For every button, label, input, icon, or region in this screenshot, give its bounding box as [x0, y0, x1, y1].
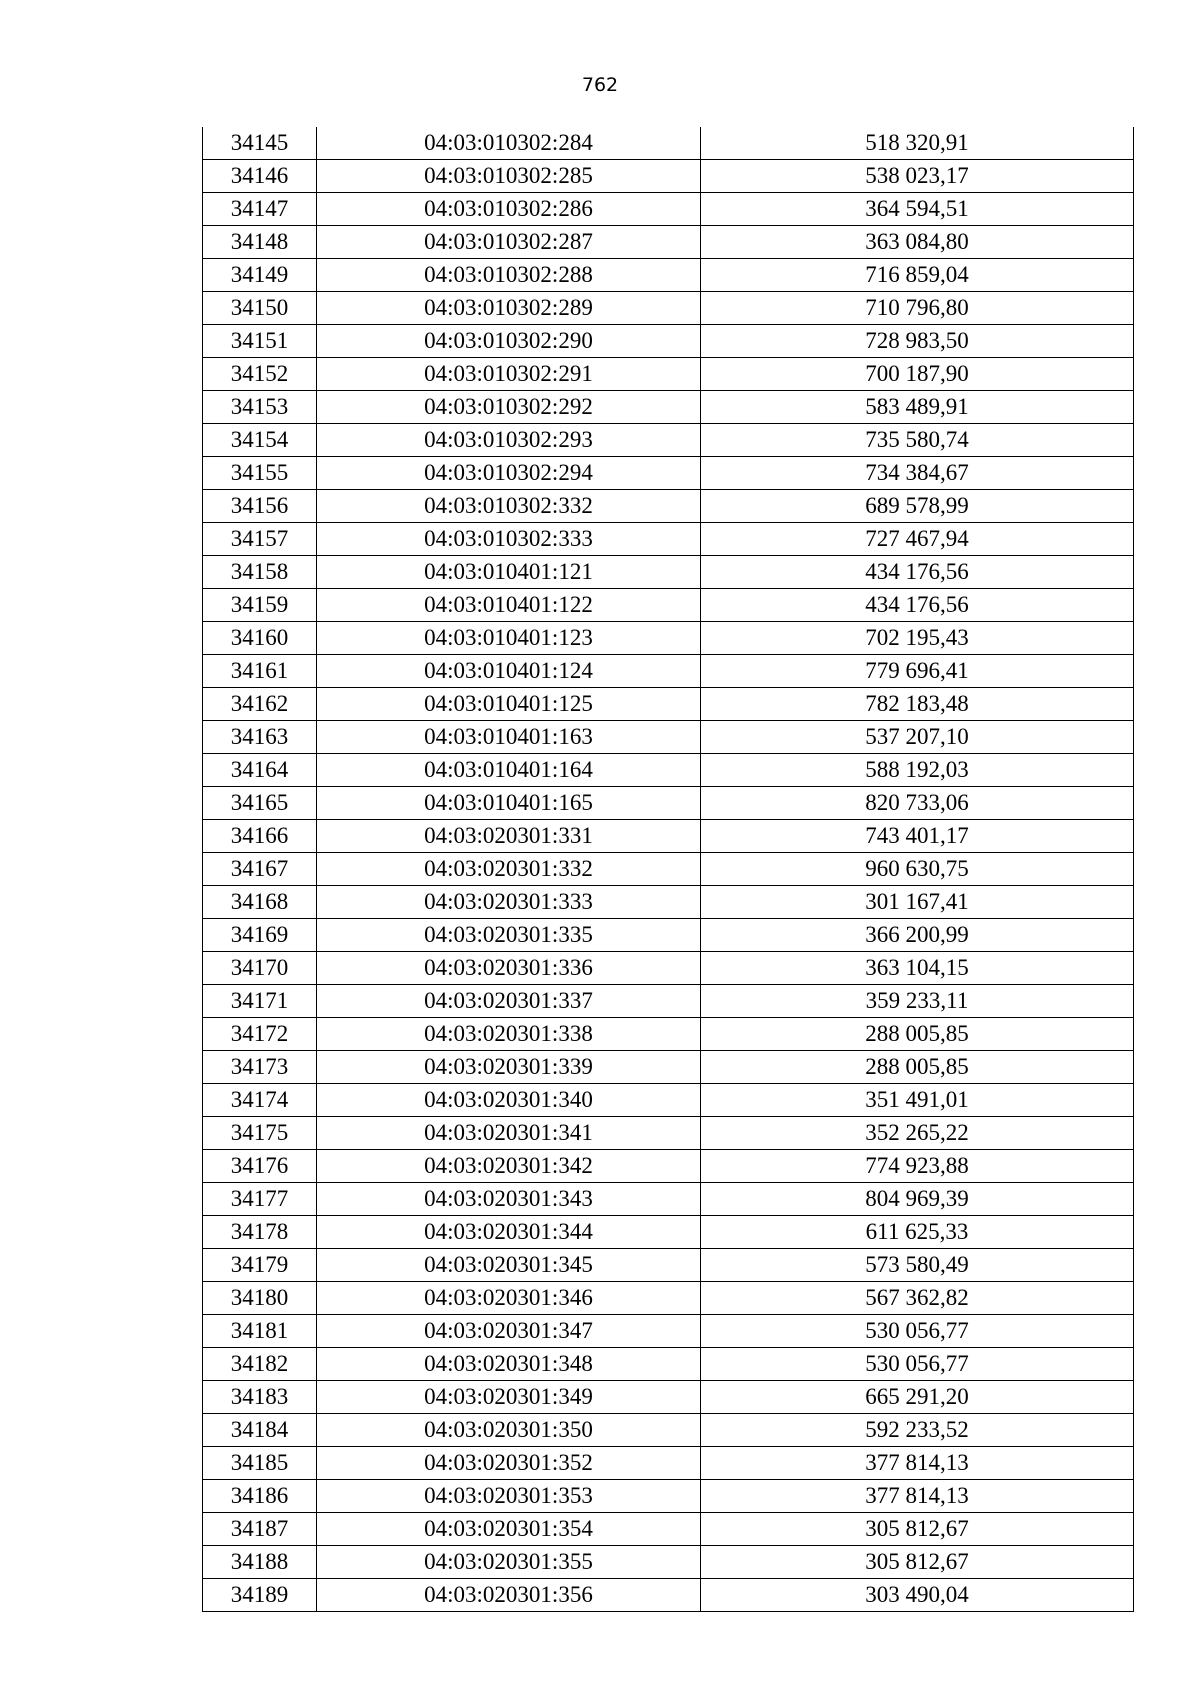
row-number-cell: 34152	[203, 358, 317, 391]
table-row	[203, 1150, 1134, 1183]
cadastral-value-cell: 727 467,94	[701, 523, 1134, 556]
table-row	[203, 754, 1134, 787]
cadastral-value-cell: 363 084,80	[701, 226, 1134, 259]
table-row	[203, 589, 1134, 622]
cadastral-number-cell: 04:03:010401:124	[317, 655, 701, 688]
table-row	[203, 1480, 1134, 1513]
row-number-cell: 34169	[203, 919, 317, 952]
table-row	[203, 1051, 1134, 1084]
table-row	[203, 193, 1134, 226]
cadastral-value-cell: 305 812,67	[701, 1513, 1134, 1546]
cadastral-value-cell: 288 005,85	[701, 1018, 1134, 1051]
row-number-cell: 34153	[203, 391, 317, 424]
cadastral-number-cell: 04:03:010302:294	[317, 457, 701, 490]
table-row	[203, 721, 1134, 754]
page-number: 762	[581, 74, 619, 96]
table-row	[203, 259, 1134, 292]
cadastral-number-cell: 04:03:020301:331	[317, 820, 701, 853]
table-row	[203, 1414, 1134, 1447]
table-row	[203, 523, 1134, 556]
cadastral-number-cell: 04:03:020301:335	[317, 919, 701, 952]
table-row	[203, 1216, 1134, 1249]
cadastral-value-cell: 377 814,13	[701, 1480, 1134, 1513]
row-number-cell: 34171	[203, 985, 317, 1018]
cadastral-number-cell: 04:03:020301:355	[317, 1546, 701, 1579]
row-number-cell: 34170	[203, 952, 317, 985]
cadastral-number-cell: 04:03:020301:343	[317, 1183, 701, 1216]
cadastral-number-cell: 04:03:020301:339	[317, 1051, 701, 1084]
cadastral-value-cell: 804 969,39	[701, 1183, 1134, 1216]
row-number-cell: 34188	[203, 1546, 317, 1579]
cadastral-number-cell: 04:03:020301:356	[317, 1579, 701, 1612]
cadastral-value-cell: 728 983,50	[701, 325, 1134, 358]
cadastral-value-cell: 359 233,11	[701, 985, 1134, 1018]
row-number-cell: 34151	[203, 325, 317, 358]
table-row	[203, 490, 1134, 523]
cadastral-number-cell: 04:03:020301:345	[317, 1249, 701, 1282]
cadastral-number-cell: 04:03:020301:353	[317, 1480, 701, 1513]
cadastral-value-cell: 530 056,77	[701, 1315, 1134, 1348]
table-row	[203, 1282, 1134, 1315]
row-number-cell: 34155	[203, 457, 317, 490]
cadastral-number-cell: 04:03:010302:333	[317, 523, 701, 556]
table-row	[203, 160, 1134, 193]
row-number-cell: 34186	[203, 1480, 317, 1513]
table-row	[203, 952, 1134, 985]
cadastral-value-table	[202, 127, 1134, 1612]
cadastral-number-cell: 04:03:010302:287	[317, 226, 701, 259]
cadastral-number-cell: 04:03:010302:290	[317, 325, 701, 358]
table-row	[203, 820, 1134, 853]
table-row	[203, 424, 1134, 457]
row-number-cell: 34178	[203, 1216, 317, 1249]
cadastral-number-cell: 04:03:020301:342	[317, 1150, 701, 1183]
table-row	[203, 1117, 1134, 1150]
cadastral-number-cell: 04:03:020301:338	[317, 1018, 701, 1051]
cadastral-number-cell: 04:03:010401:125	[317, 688, 701, 721]
table-row	[203, 1381, 1134, 1414]
table-row	[203, 1018, 1134, 1051]
cadastral-value-cell: 363 104,15	[701, 952, 1134, 985]
cadastral-number-cell: 04:03:010302:288	[317, 259, 701, 292]
cadastral-number-cell: 04:03:010401:122	[317, 589, 701, 622]
cadastral-number-cell: 04:03:010302:293	[317, 424, 701, 457]
cadastral-number-cell: 04:03:020301:352	[317, 1447, 701, 1480]
table-row	[203, 919, 1134, 952]
table-row	[203, 1084, 1134, 1117]
row-number-cell: 34166	[203, 820, 317, 853]
cadastral-value-cell: 538 023,17	[701, 160, 1134, 193]
row-number-cell: 34145	[203, 127, 317, 160]
cadastral-number-cell: 04:03:010302:286	[317, 193, 701, 226]
cadastral-value-cell: 366 200,99	[701, 919, 1134, 952]
cadastral-number-cell: 04:03:020301:348	[317, 1348, 701, 1381]
cadastral-number-cell: 04:03:010401:164	[317, 754, 701, 787]
row-number-cell: 34183	[203, 1381, 317, 1414]
row-number-cell: 34148	[203, 226, 317, 259]
cadastral-value-cell: 288 005,85	[701, 1051, 1134, 1084]
table-row	[203, 985, 1134, 1018]
cadastral-number-cell: 04:03:010401:163	[317, 721, 701, 754]
table-row	[203, 886, 1134, 919]
cadastral-value-cell: 774 923,88	[701, 1150, 1134, 1183]
cadastral-value-cell: 689 578,99	[701, 490, 1134, 523]
table-body	[203, 127, 1134, 1612]
table-row	[203, 226, 1134, 259]
row-number-cell: 34149	[203, 259, 317, 292]
table-row	[203, 1513, 1134, 1546]
cadastral-number-cell: 04:03:010302:292	[317, 391, 701, 424]
row-number-cell: 34179	[203, 1249, 317, 1282]
row-number-cell: 34173	[203, 1051, 317, 1084]
cadastral-number-cell: 04:03:010302:289	[317, 292, 701, 325]
row-number-cell: 34157	[203, 523, 317, 556]
table-row	[203, 391, 1134, 424]
cadastral-value-cell: 434 176,56	[701, 556, 1134, 589]
cadastral-number-cell: 04:03:010302:332	[317, 490, 701, 523]
table-row	[203, 622, 1134, 655]
table-row	[203, 1579, 1134, 1612]
cadastral-value-table-container	[202, 127, 1133, 1612]
row-number-cell: 34161	[203, 655, 317, 688]
table-row	[203, 358, 1134, 391]
table-row	[203, 1546, 1134, 1579]
row-number-cell: 34184	[203, 1414, 317, 1447]
cadastral-value-cell: 377 814,13	[701, 1447, 1134, 1480]
cadastral-value-cell: 743 401,17	[701, 820, 1134, 853]
cadastral-value-cell: 303 490,04	[701, 1579, 1134, 1612]
row-number-cell: 34163	[203, 721, 317, 754]
row-number-cell: 34154	[203, 424, 317, 457]
table-row	[203, 1447, 1134, 1480]
table-row	[203, 688, 1134, 721]
cadastral-number-cell: 04:03:020301:341	[317, 1117, 701, 1150]
table-row	[203, 556, 1134, 589]
cadastral-value-cell: 530 056,77	[701, 1348, 1134, 1381]
row-number-cell: 34160	[203, 622, 317, 655]
table-row	[203, 292, 1134, 325]
table-row	[203, 655, 1134, 688]
cadastral-value-cell: 351 491,01	[701, 1084, 1134, 1117]
table-row	[203, 457, 1134, 490]
cadastral-value-cell: 779 696,41	[701, 655, 1134, 688]
row-number-cell: 34181	[203, 1315, 317, 1348]
cadastral-value-cell: 518 320,91	[701, 127, 1134, 160]
cadastral-number-cell: 04:03:010401:123	[317, 622, 701, 655]
row-number-cell: 34162	[203, 688, 317, 721]
cadastral-value-cell: 735 580,74	[701, 424, 1134, 457]
cadastral-number-cell: 04:03:020301:333	[317, 886, 701, 919]
cadastral-value-cell: 734 384,67	[701, 457, 1134, 490]
cadastral-number-cell: 04:03:020301:349	[317, 1381, 701, 1414]
cadastral-number-cell: 04:03:010401:121	[317, 556, 701, 589]
cadastral-value-cell: 700 187,90	[701, 358, 1134, 391]
row-number-cell: 34187	[203, 1513, 317, 1546]
cadastral-number-cell: 04:03:010401:165	[317, 787, 701, 820]
cadastral-number-cell: 04:03:020301:336	[317, 952, 701, 985]
row-number-cell: 34185	[203, 1447, 317, 1480]
table-row	[203, 853, 1134, 886]
cadastral-number-cell: 04:03:010302:284	[317, 127, 701, 160]
cadastral-value-cell: 960 630,75	[701, 853, 1134, 886]
table-row	[203, 1348, 1134, 1381]
cadastral-value-cell: 434 176,56	[701, 589, 1134, 622]
cadastral-value-cell: 710 796,80	[701, 292, 1134, 325]
cadastral-number-cell: 04:03:020301:350	[317, 1414, 701, 1447]
row-number-cell: 34175	[203, 1117, 317, 1150]
row-number-cell: 34176	[203, 1150, 317, 1183]
cadastral-number-cell: 04:03:010302:285	[317, 160, 701, 193]
table-row	[203, 1315, 1134, 1348]
cadastral-value-cell: 305 812,67	[701, 1546, 1134, 1579]
table-row	[203, 1183, 1134, 1216]
row-number-cell: 34159	[203, 589, 317, 622]
row-number-cell: 34177	[203, 1183, 317, 1216]
cadastral-number-cell: 04:03:020301:354	[317, 1513, 701, 1546]
cadastral-value-cell: 537 207,10	[701, 721, 1134, 754]
cadastral-number-cell: 04:03:010302:291	[317, 358, 701, 391]
row-number-cell: 34172	[203, 1018, 317, 1051]
cadastral-number-cell: 04:03:020301:332	[317, 853, 701, 886]
row-number-cell: 34158	[203, 556, 317, 589]
row-number-cell: 34180	[203, 1282, 317, 1315]
row-number-cell: 34168	[203, 886, 317, 919]
cadastral-value-cell: 592 233,52	[701, 1414, 1134, 1447]
table-row	[203, 127, 1134, 160]
cadastral-value-cell: 782 183,48	[701, 688, 1134, 721]
cadastral-value-cell: 716 859,04	[701, 259, 1134, 292]
row-number-cell: 34165	[203, 787, 317, 820]
cadastral-value-cell: 665 291,20	[701, 1381, 1134, 1414]
row-number-cell: 34150	[203, 292, 317, 325]
row-number-cell: 34164	[203, 754, 317, 787]
cadastral-number-cell: 04:03:020301:340	[317, 1084, 701, 1117]
cadastral-number-cell: 04:03:020301:347	[317, 1315, 701, 1348]
table-row	[203, 325, 1134, 358]
row-number-cell: 34156	[203, 490, 317, 523]
cadastral-value-cell: 702 195,43	[701, 622, 1134, 655]
table-row	[203, 1249, 1134, 1282]
cadastral-number-cell: 04:03:020301:344	[317, 1216, 701, 1249]
cadastral-value-cell: 301 167,41	[701, 886, 1134, 919]
cadastral-value-cell: 583 489,91	[701, 391, 1134, 424]
row-number-cell: 34146	[203, 160, 317, 193]
cadastral-value-cell: 588 192,03	[701, 754, 1134, 787]
table-row	[203, 787, 1134, 820]
cadastral-value-cell: 352 265,22	[701, 1117, 1134, 1150]
row-number-cell: 34189	[203, 1579, 317, 1612]
row-number-cell: 34174	[203, 1084, 317, 1117]
cadastral-value-cell: 611 625,33	[701, 1216, 1134, 1249]
row-number-cell: 34182	[203, 1348, 317, 1381]
cadastral-value-cell: 820 733,06	[701, 787, 1134, 820]
row-number-cell: 34167	[203, 853, 317, 886]
cadastral-value-cell: 364 594,51	[701, 193, 1134, 226]
cadastral-number-cell: 04:03:020301:337	[317, 985, 701, 1018]
cadastral-value-cell: 567 362,82	[701, 1282, 1134, 1315]
cadastral-number-cell: 04:03:020301:346	[317, 1282, 701, 1315]
row-number-cell: 34147	[203, 193, 317, 226]
cadastral-value-cell: 573 580,49	[701, 1249, 1134, 1282]
